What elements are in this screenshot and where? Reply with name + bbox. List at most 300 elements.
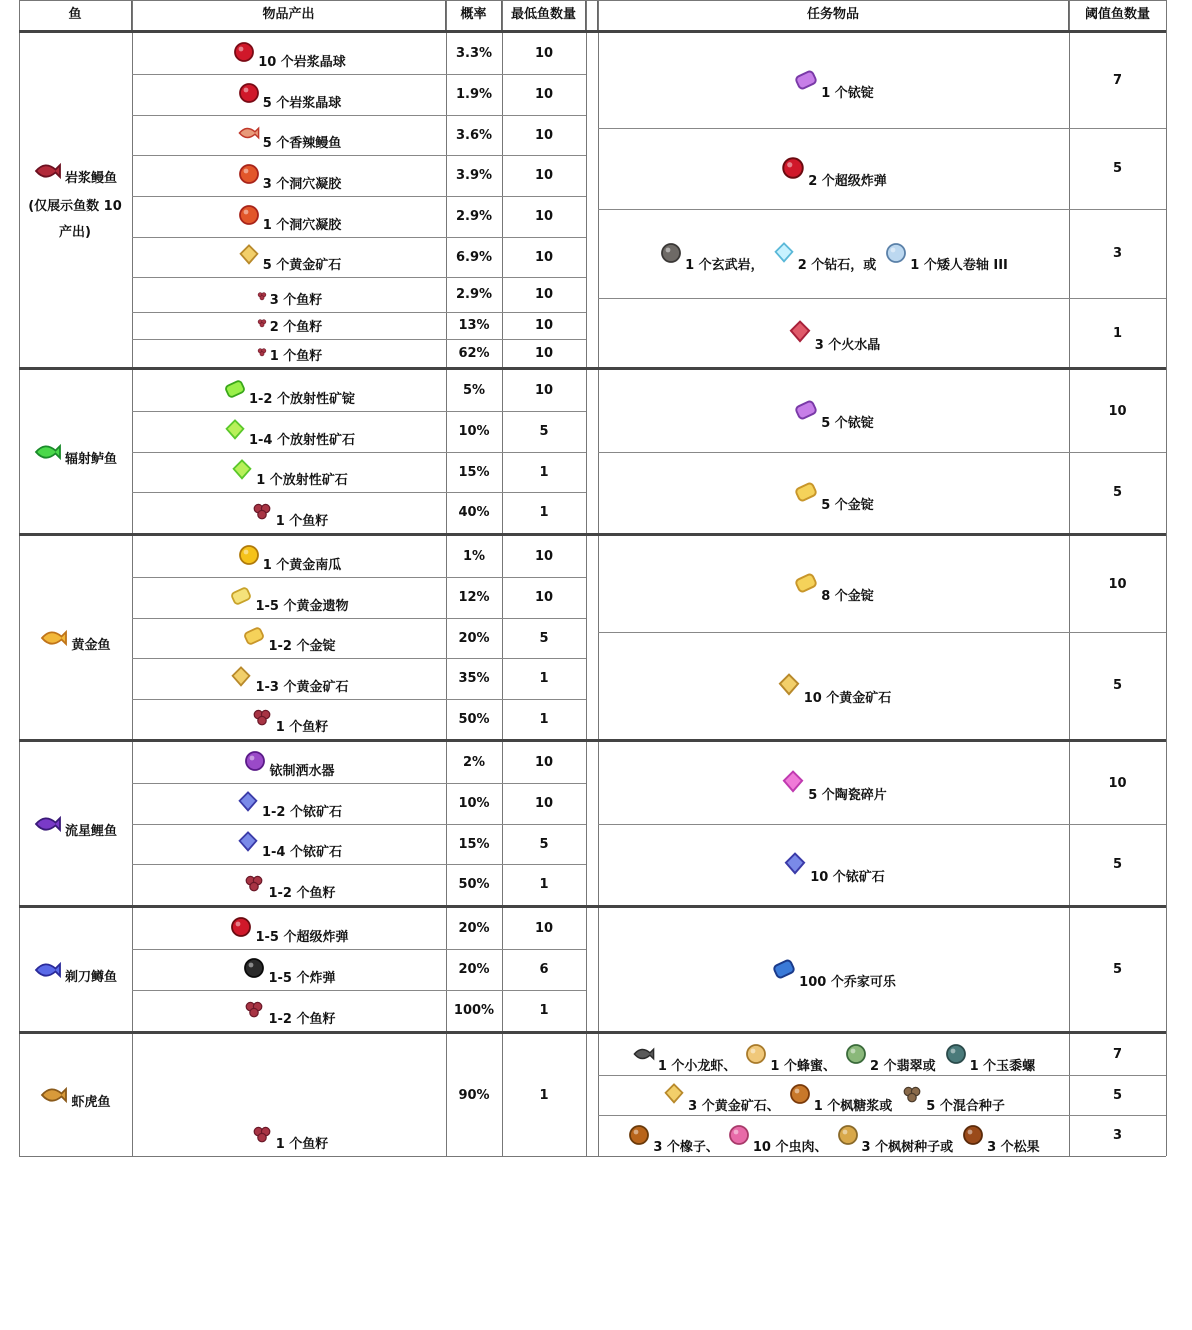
output-item-label: 5 个香辣鳗鱼: [262, 136, 342, 151]
iridium-ore-icon: [236, 790, 260, 814]
header-quest-item: 任务物品: [598, 0, 1069, 30]
rate-value: 20%: [458, 962, 490, 977]
rate-value: 62%: [458, 346, 490, 361]
quest-entry: [836, 1131, 954, 1155]
gold-bar-icon: [242, 624, 266, 648]
fish-cell: [19, 908, 131, 1031]
min-fish-value: 10: [534, 46, 554, 61]
roe-icon: [250, 705, 274, 729]
output-item: [256, 316, 323, 335]
output-item: [250, 711, 329, 735]
threshold-value: 5: [1112, 1087, 1123, 1103]
threshold-value: 10: [1108, 775, 1127, 791]
quest-entry: [787, 327, 881, 353]
fish-label: [25, 156, 125, 246]
iridium-ore-icon: [236, 830, 260, 854]
quest-entry-label: 100 个乔家可乐: [799, 974, 896, 990]
threshold-value: 5: [1112, 962, 1123, 977]
quest-item-cell: [598, 209, 1069, 298]
output-item: [250, 1128, 329, 1152]
output-item-label: 1-5 个黄金遗物: [255, 599, 349, 614]
output-item-label: 2 个鱼籽: [269, 320, 323, 335]
min-fish-value: 10: [534, 346, 554, 361]
rate-cell: [446, 990, 502, 1031]
output-item-label: 1-2 个鱼籽: [268, 1012, 336, 1027]
output-item-cell: [132, 990, 446, 1031]
output-item-cell: [132, 237, 446, 277]
quest-entry: [793, 578, 874, 604]
output-item: [242, 1003, 335, 1027]
rate-cell: [446, 658, 502, 699]
rate-value: 100%: [453, 1003, 495, 1018]
crayfish-icon: [632, 1042, 656, 1066]
header-min-fish: 最低鱼数量: [502, 0, 586, 30]
rate-cell: [446, 411, 502, 452]
min-fish-value: 10: [534, 755, 554, 770]
diamond-icon: [772, 241, 796, 265]
min-fish-value: 1: [539, 711, 549, 727]
quest-entry: [662, 1090, 780, 1114]
quest-entry: [793, 405, 874, 431]
min-fish-value: 1: [539, 1003, 549, 1018]
iridium-sprinkler-icon: [243, 749, 267, 773]
quest-entry: [776, 680, 892, 706]
min-fish-value: 10: [534, 318, 554, 333]
radioactive-carp-icon: [33, 437, 63, 467]
min-fish-cell: [502, 155, 586, 196]
min-fish-cell: [502, 783, 586, 824]
quest-item-cell: [598, 824, 1069, 905]
gold-ore-icon: [662, 1082, 686, 1106]
cave-jelly-icon: [237, 162, 261, 186]
output-item: [232, 46, 346, 70]
rate-cell: [446, 155, 502, 196]
output-item: [243, 755, 334, 779]
rate-value: 1.9%: [455, 87, 493, 102]
gold-bar-icon: [793, 479, 819, 505]
min-fish-cell: [502, 492, 586, 533]
rate-value: 15%: [458, 464, 490, 480]
min-fish-cell: [502, 742, 586, 783]
header-rate: 概率: [446, 0, 502, 30]
min-fish-cell: [502, 1034, 586, 1156]
output-item-label: 3 个洞穴凝胶: [262, 177, 342, 192]
output-item-cell: [132, 1034, 446, 1156]
bug-meat-icon: [727, 1123, 751, 1147]
threshold-cell: [1069, 209, 1166, 298]
output-item-cell: [132, 908, 446, 949]
rate-cell: [446, 196, 502, 237]
output-item-cell: [132, 115, 446, 155]
output-item-cell: [132, 864, 446, 905]
output-item-label: 1-4 个放射性矿石: [248, 433, 355, 448]
min-fish-cell: [502, 277, 586, 312]
glacierfish-gold-icon: [39, 623, 69, 653]
golden-relic-icon: [229, 584, 253, 608]
rate-value: 15%: [458, 836, 490, 852]
output-item-cell: [132, 155, 446, 196]
fish-name: 辐射鲈鱼: [64, 451, 117, 467]
quest-entry-label: 8 个金锭: [821, 589, 874, 604]
rate-value: 3.6%: [455, 127, 493, 143]
emerald-icon: [844, 1042, 868, 1066]
fish-label: [39, 1080, 110, 1110]
rate-value: 5%: [462, 383, 486, 398]
quest-entries: [782, 859, 885, 885]
rate-cell: [446, 492, 502, 533]
rate-cell: [446, 536, 502, 577]
min-fish-value: 5: [539, 630, 549, 646]
rate-cell: [446, 824, 502, 864]
rate-cell: [446, 277, 502, 312]
quest-entry: [744, 1050, 836, 1074]
rate-cell: [446, 783, 502, 824]
output-item-cell: [132, 783, 446, 824]
periwinkle-icon: [944, 1042, 968, 1066]
output-item: [237, 168, 342, 192]
output-item-label: 1-2 个金锭: [268, 639, 336, 654]
rate-cell: [446, 312, 502, 339]
quest-entries: [793, 578, 874, 604]
quest-item-cell: [598, 33, 1069, 128]
output-item-cell: [132, 824, 446, 864]
output-item: [223, 424, 355, 448]
rate-cell: [446, 237, 502, 277]
quest-entry-label: 10 个黄金矿石: [803, 690, 892, 706]
min-fish-cell: [502, 949, 586, 990]
rate-value: 10%: [458, 796, 490, 811]
threshold-cell: [1069, 536, 1166, 632]
output-item-label: 10 个岩浆晶球: [258, 55, 346, 70]
golden-pumpkin-icon: [237, 543, 261, 567]
quest-entries: [793, 487, 874, 513]
rate-cell: [446, 699, 502, 739]
quest-entry: [961, 1131, 1040, 1155]
threshold-cell: [1069, 128, 1166, 209]
fish-name: 黄金鱼: [71, 637, 111, 653]
rate-value: 13%: [458, 318, 490, 333]
min-fish-cell: [502, 411, 586, 452]
quest-entries: [793, 405, 874, 431]
quest-entries: [659, 249, 1008, 273]
quest-entry-label: 1 个枫糖浆或: [813, 1099, 893, 1114]
rate-cell: [446, 864, 502, 905]
min-fish-value: 1: [539, 671, 549, 686]
output-item-label: 1-4 个铱矿石: [261, 845, 342, 860]
min-fish-cell: [502, 115, 586, 155]
min-fish-cell: [502, 824, 586, 864]
quest-entry-label: 1 个铱锭: [821, 85, 874, 101]
quest-entry: [884, 249, 1008, 273]
quest-entries: [780, 777, 887, 803]
quest-entry: [793, 487, 874, 513]
output-item: [242, 962, 335, 986]
quest-entries: [793, 75, 874, 101]
quest-entry: [727, 1131, 828, 1155]
acorn-icon: [627, 1123, 651, 1147]
rate-value: 10%: [458, 424, 490, 439]
roe-icon: [256, 346, 268, 358]
min-fish-value: 10: [534, 590, 554, 605]
threshold-value: 5: [1112, 161, 1123, 176]
fire-quartz-icon: [787, 319, 813, 345]
mixed-seeds-icon: [900, 1082, 924, 1106]
threshold-value: 5: [1112, 678, 1123, 693]
quest-entry-label: 1 个玄武岩，: [685, 257, 764, 273]
quest-entry: [632, 1050, 737, 1074]
min-fish-value: 10: [534, 209, 554, 224]
output-item: [223, 383, 355, 407]
quest-entry: [780, 777, 887, 803]
goby-icon: [39, 1080, 69, 1110]
min-fish-value: 10: [534, 249, 554, 265]
quest-entry-label: 2 个钻石，或: [797, 257, 877, 273]
output-item-label: 5 个岩浆晶球: [262, 96, 342, 111]
output-item-cell: [132, 277, 446, 312]
min-fish-cell: [502, 618, 586, 658]
min-fish-value: 10: [534, 796, 554, 811]
output-item: [229, 921, 348, 945]
dwarf-scroll-icon: [884, 241, 908, 265]
fish-name: 虾虎鱼: [71, 1095, 111, 1110]
quest-entry-label: 1 个玉黍螺: [969, 1058, 1036, 1074]
threshold-value: 5: [1112, 485, 1123, 500]
output-item-cell: [132, 949, 446, 990]
quest-entry: [788, 1090, 893, 1114]
output-item-label: 1 个放射性矿石: [256, 473, 348, 488]
output-item: [236, 836, 342, 860]
min-fish-value: 10: [534, 87, 554, 102]
min-fish-cell: [502, 577, 586, 618]
fish-cell: [19, 370, 131, 533]
output-item-label: 铱制洒水器: [269, 764, 335, 779]
threshold-value: 5: [1112, 857, 1123, 872]
mega-bomb-icon: [229, 915, 253, 939]
output-item-label: 1-5 个超级炸弹: [255, 930, 349, 945]
quest-entries: [776, 680, 892, 706]
header-fish: 鱼: [19, 0, 132, 30]
min-fish-value: 1: [539, 877, 549, 892]
comet-carp-icon: [33, 809, 63, 839]
fish-name: 剃刀鳟鱼: [64, 969, 117, 985]
quest-entry: [627, 1131, 719, 1155]
quest-entry-label: 5 个金锭: [821, 497, 874, 513]
threshold-cell: [1069, 370, 1166, 452]
gold-bar-icon: [793, 570, 819, 596]
output-item-label: 1 个鱼籽: [269, 349, 323, 364]
rate-value: 50%: [458, 711, 490, 727]
fish-label: [33, 809, 117, 839]
output-item-label: 1-2 个铱矿石: [261, 805, 342, 820]
roe-icon: [242, 871, 266, 895]
min-fish-value: 1: [539, 464, 549, 480]
gold-ore-icon: [237, 243, 261, 267]
output-item-cell: [132, 492, 446, 533]
rate-value: 6.9%: [455, 249, 493, 265]
roe-icon: [256, 317, 268, 329]
quest-entry-label: 5 个混合种子: [926, 1099, 1005, 1114]
quest-item-cell: [598, 370, 1069, 452]
quest-entry-label: 1 个小龙虾、: [657, 1058, 737, 1074]
quest-entry-label: 10 个虫肉、: [752, 1139, 828, 1155]
rate-value: 90%: [458, 1087, 490, 1103]
fish-cell: [19, 536, 131, 739]
quest-entry: [659, 249, 764, 273]
basalt-icon: [659, 241, 683, 265]
quest-entries: [632, 1050, 1035, 1074]
quest-entry: [780, 163, 887, 189]
header-output: 物品产出: [132, 0, 446, 30]
threshold-cell: [1069, 742, 1166, 824]
output-item-cell: [132, 370, 446, 411]
threshold-value: 10: [1108, 403, 1127, 419]
min-fish-value: 1: [539, 505, 549, 520]
output-item: [256, 345, 323, 364]
min-fish-cell: [502, 312, 586, 339]
fish-label: [33, 955, 117, 985]
quest-item-cell: [598, 1115, 1069, 1156]
quest-entry-label: 3 个松果: [987, 1139, 1040, 1155]
output-item-cell: [132, 33, 446, 74]
output-item-label: 1-5 个炸弹: [268, 971, 336, 986]
threshold-value: 3: [1112, 1128, 1123, 1143]
threshold-cell: [1069, 452, 1166, 533]
gold-ore-icon: [229, 665, 253, 689]
quest-entry: [900, 1090, 1005, 1114]
quest-entry-label: 2 个超级炸弹: [808, 173, 887, 189]
quest-entry-label: 5 个陶瓷碎片: [808, 788, 887, 803]
min-fish-cell: [502, 864, 586, 905]
quest-item-cell: [598, 1034, 1069, 1075]
output-item: [250, 505, 329, 529]
output-item: [237, 127, 342, 151]
output-item-label: 1 个鱼籽: [275, 1137, 329, 1152]
fish-cell: [19, 1034, 131, 1156]
quest-item-cell: [598, 1075, 1069, 1115]
quest-item-cell: [598, 908, 1069, 1031]
output-item: [229, 671, 348, 695]
quest-entry: [782, 859, 885, 885]
threshold-cell: [1069, 908, 1166, 1031]
quest-entries: [780, 163, 887, 189]
output-item-label: 5 个黄金矿石: [262, 258, 342, 273]
min-fish-value: 10: [534, 127, 554, 143]
threshold-value: 10: [1108, 576, 1127, 592]
output-item-cell: [132, 577, 446, 618]
quest-entry-label: 1 个蜂蜜、: [770, 1058, 836, 1074]
output-item-cell: [132, 658, 446, 699]
output-item-cell: [132, 452, 446, 492]
output-item-label: 1-2 个鱼籽: [268, 886, 336, 901]
quest-entry-label: 3 个橡子、: [653, 1139, 719, 1155]
rate-cell: [446, 33, 502, 74]
threshold-value: 3: [1112, 246, 1123, 261]
min-fish-value: 10: [534, 921, 554, 936]
rate-cell: [446, 74, 502, 115]
iridium-bar-icon: [793, 397, 819, 423]
rate-cell: [446, 577, 502, 618]
output-item-cell: [132, 699, 446, 739]
rate-value: 2%: [462, 755, 486, 770]
rate-cell: [446, 949, 502, 990]
gold-ore-icon: [776, 672, 802, 698]
threshold-value: 7: [1112, 1047, 1123, 1062]
min-fish-cell: [502, 536, 586, 577]
min-fish-value: 5: [539, 836, 549, 852]
threshold-value: 1: [1112, 325, 1123, 341]
threshold-cell: [1069, 33, 1166, 128]
razor-trout-icon: [33, 955, 63, 985]
output-item: [237, 87, 342, 111]
quest-entry-label: 1 个矮人卷轴 III: [910, 257, 1008, 273]
threshold-cell: [1069, 824, 1166, 905]
quest-entry: [793, 75, 874, 101]
rate-cell: [446, 618, 502, 658]
col-border-gap-left: [586, 0, 587, 1156]
threshold-cell: [1069, 1034, 1166, 1075]
min-fish-cell: [502, 452, 586, 492]
min-fish-cell: [502, 908, 586, 949]
output-item: [237, 209, 342, 233]
radioactive-bar-icon: [223, 377, 247, 401]
rate-cell: [446, 115, 502, 155]
output-item: [242, 877, 335, 901]
threshold-cell: [1069, 1075, 1166, 1115]
table-bottom-border: [19, 1156, 1166, 1157]
pine-cone-icon: [961, 1123, 985, 1147]
output-item-label: 3 个鱼籽: [269, 293, 323, 308]
rate-cell: [446, 908, 502, 949]
iridium-bar-icon: [793, 67, 819, 93]
min-fish-value: 10: [534, 287, 554, 302]
output-item: [230, 464, 348, 488]
quest-entry-label: 3 个火水晶: [814, 338, 881, 353]
fish-cell: [19, 742, 131, 905]
output-item-label: 1 个鱼籽: [275, 720, 329, 735]
min-fish-cell: [502, 74, 586, 115]
rate-cell: [446, 452, 502, 492]
header-spacer: [586, 0, 598, 30]
quest-entry: [771, 964, 896, 990]
threshold-cell: [1069, 1115, 1166, 1156]
min-fish-cell: [502, 196, 586, 237]
output-item-cell: [132, 742, 446, 783]
output-item: [242, 630, 335, 654]
min-fish-cell: [502, 370, 586, 411]
mega-bomb-icon: [780, 155, 806, 181]
rate-cell: [446, 339, 502, 368]
min-fish-cell: [502, 658, 586, 699]
threshold-value: 7: [1112, 73, 1123, 88]
shard-icon: [780, 769, 806, 795]
radioactive-ore-icon: [223, 418, 247, 442]
quest-item-cell: [598, 536, 1069, 632]
col-border-right: [1166, 0, 1167, 1156]
output-item-cell: [132, 536, 446, 577]
output-item-cell: [132, 618, 446, 658]
fish-label: [39, 623, 110, 653]
quest-entry-label: 3 个黄金矿石、: [688, 1099, 780, 1114]
rate-value: 3.9%: [455, 168, 493, 183]
rate-value: 3.3%: [455, 46, 493, 61]
threshold-cell: [1069, 298, 1166, 368]
fish-cell: [19, 33, 131, 368]
quest-entry: [944, 1050, 1036, 1074]
cave-jelly-icon: [237, 203, 261, 227]
roe-icon: [250, 499, 274, 523]
rate-value: 2.9%: [455, 209, 493, 224]
output-item-label: 1 个洞穴凝胶: [262, 218, 342, 233]
